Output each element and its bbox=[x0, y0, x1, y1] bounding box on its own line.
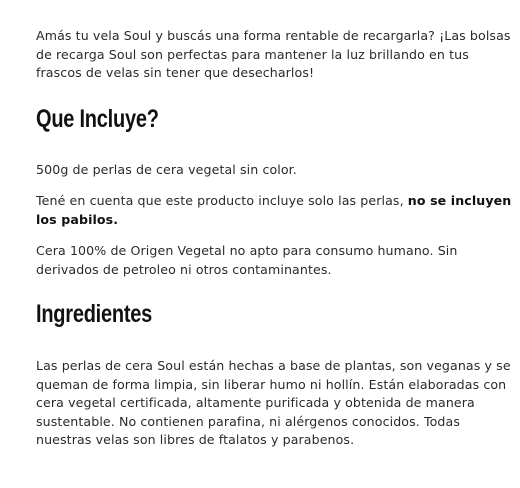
nota-bold-text: no se incluyen los pabilos. bbox=[36, 193, 512, 227]
product-description bbox=[36, 27, 514, 450]
section-heading-que-incluye: Que Incluye? bbox=[36, 104, 159, 133]
nota-text: Tené en cuenta que este producto incluye solo las perlas, bbox=[36, 193, 408, 208]
perlas-paragraph: 500g de perlas de cera vegetal sin color. bbox=[36, 161, 297, 177]
origen-paragraph: Cera 100% de Origen Vegetal no apto para consumo humano. Sin derivados de petroleo ni otros contaminantes. bbox=[36, 243, 458, 277]
section-heading-ingredientes: Ingredientes bbox=[36, 300, 153, 328]
nota-paragraph bbox=[36, 192, 514, 229]
intro-paragraph: Amás tu vela Soul y buscás una forma rentable de recargarla? ¡Las bolsas de recarga Soul son perfectas para mantener la luz brillando en tus frascos de velas sin tener que desecharlos! bbox=[36, 28, 511, 80]
ingredientes-paragraph: Las perlas de cera Soul están hechas a base de plantas, son veganas y se queman de forma limpia, sin liberar humo ni hollín. Están elaboradas con cera vegetal certificada, altamente purificada y obtenida de manera sustentable. No contienen parafina, ni alérgenos conocidos. Todas nuestras velas son libres de ftalatos y parabenos. bbox=[36, 358, 511, 447]
